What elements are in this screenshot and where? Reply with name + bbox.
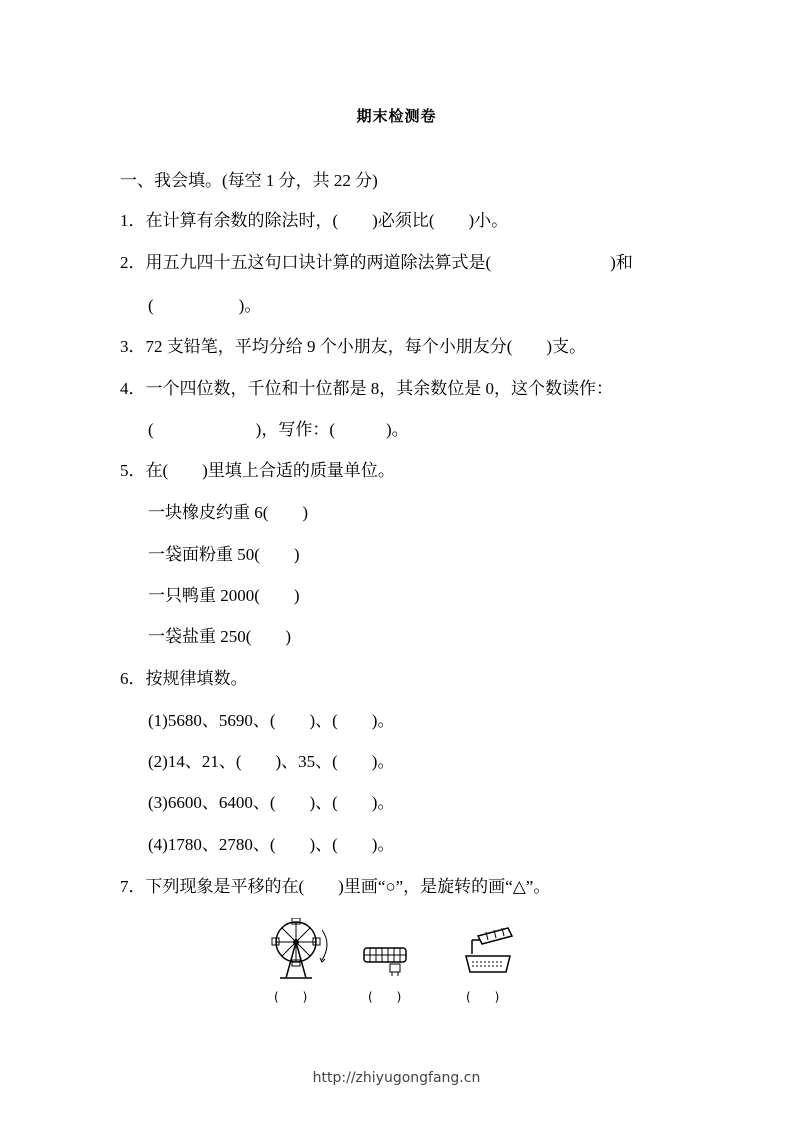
question-2-line-2: ( )。 — [148, 296, 262, 315]
answer-paren: ( ) — [466, 990, 500, 1004]
answer-paren: ( ) — [274, 990, 308, 1004]
question-6-item: (2)14、21、( )、35、( )。 — [148, 752, 395, 771]
question-7-figures — [260, 918, 540, 1008]
section-heading: 一、我会填。(每空 1 分，共 22 分) — [120, 171, 378, 190]
question-2-line-1: 2．用五九四十五这句口诀计算的两道除法算式是( )和 — [120, 253, 633, 272]
question-6-item: (1)5680、5690、( )、( )。 — [148, 711, 395, 730]
question-6: 6．按规律填数。 — [120, 669, 248, 688]
ferris-wheel-illustration — [264, 918, 336, 984]
question-4-line-1: 4．一个四位数，千位和十位都是 8，其余数位是 0，这个数读作： — [120, 379, 613, 398]
question-5-item: 一只鸭重 2000( ) — [148, 586, 300, 605]
footer-url: http://zhiyugongfang.cn — [312, 1070, 481, 1086]
question-3: 3．72 支铅笔，平均分给 9 个小朋友，每个小朋友分( )支。 — [120, 337, 587, 356]
question-6-item: (3)6600、6400、( )、( )。 — [148, 793, 395, 812]
page-title: 期末检测卷 — [356, 107, 437, 125]
question-7: 7．下列现象是平移的在( )里画“○”，是旋转的画“△”。 — [120, 877, 551, 896]
question-1: 1．在计算有余数的除法时，( )必须比( )小。 — [120, 211, 509, 230]
question-5-item: 一袋盐重 250( ) — [148, 627, 292, 646]
question-6-item: (4)1780、2780、( )、( )。 — [148, 835, 395, 854]
question-5-item: 一块橡皮约重 6( ) — [148, 503, 309, 522]
digger-illustration — [460, 926, 522, 978]
answer-paren: ( ) — [368, 990, 402, 1004]
question-5-item: 一袋面粉重 50( ) — [148, 545, 300, 564]
question-4-line-2: ( )，写作：( )。 — [148, 420, 409, 439]
question-5: 5．在( )里填上合适的质量单位。 — [120, 461, 395, 480]
conveyor-illustration — [360, 944, 412, 978]
